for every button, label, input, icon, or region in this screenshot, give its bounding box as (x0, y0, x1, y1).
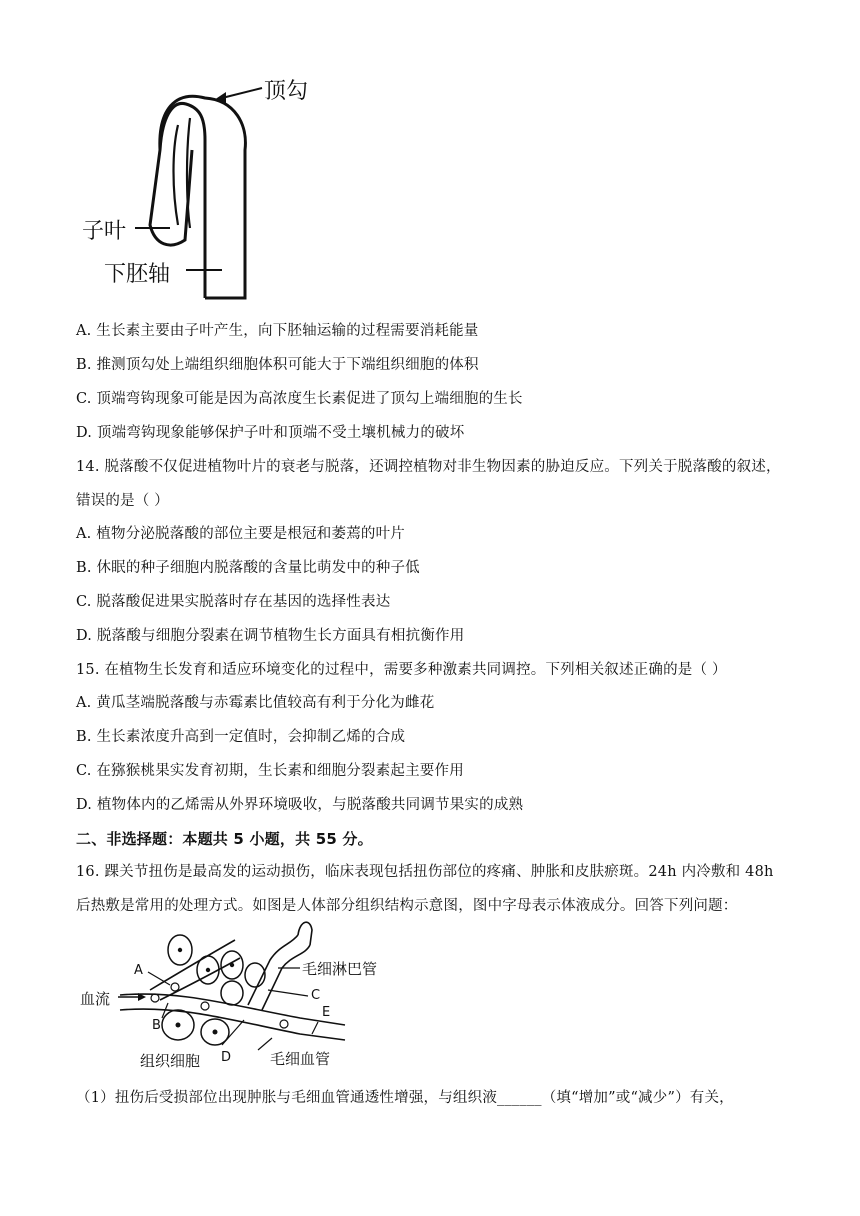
label-lymph-capillary: 毛细淋巴管 (302, 960, 378, 978)
q16-stem-line1: 16. 踝关节扭伤是最高发的运动损伤，临床表现包括扭伤部位的疼痛、肿胀和皮肤瘀斑。24h 内冷敷和 48h (76, 864, 774, 880)
label-a: A (134, 963, 143, 978)
label-capillary: 毛细血管 (270, 1050, 331, 1068)
q13-option-b: B. 推测顶勾处上端组织细胞体积可能大于下端组织细胞的体积 (76, 357, 479, 373)
q14-option-d: D. 脱落酸与细胞分裂素在调节植物生长方面具有相抗衡作用 (76, 628, 465, 644)
q16-subquestion-1: （1）扭伤后受损部位出现肿胀与毛细血管通透性增强，与组织液______（填“增加”或“减少”）有关， (76, 1090, 734, 1106)
q14-stem-line1: 14. 脱落酸不仅促进植物叶片的衰老与脱落，还调控植物对非生物因素的胁迫反应。下列关于脱落酸的叙述， (76, 459, 781, 475)
label-b: B (152, 1018, 161, 1033)
q15-option-b: B. 生长素浓度升高到一定值时，会抑制乙烯的合成 (76, 729, 406, 745)
label-c: C (311, 988, 321, 1003)
section-heading: 二、非选择题：本题共 5 小题，共 55 分。 (76, 830, 373, 848)
q14-stem-line2: 错误的是（ ） (76, 493, 170, 509)
label-blood-flow: 血流 (80, 990, 111, 1008)
q15-option-c: C. 在猕猴桃果实发育初期，生长素和细胞分裂素起主要作用 (76, 763, 464, 779)
q13-option-a: A. 生长素主要由子叶产生，向下胚轴运输的过程需要消耗能量 (76, 323, 479, 339)
q15-option-a: A. 黄瓜茎端脱落酸与赤霉素比值较高有利于分化为雌花 (76, 695, 435, 711)
q15-stem: 15. 在植物生长发育和适应环境变化的过程中，需要多种激素共同调控。下列相关叙述正确的是（ ） (76, 662, 727, 678)
label-apical-hook: 顶勾 (264, 79, 309, 104)
label-tissue-cell: 组织细胞 (140, 1052, 201, 1070)
label-cotyledon: 子叶 (82, 219, 127, 244)
label-e: E (322, 1005, 331, 1020)
q14-option-b: B. 休眠的种子细胞内脱落酸的含量比萌发中的种子低 (76, 560, 420, 576)
q13-option-c: C. 顶端弯钩现象可能是因为高浓度生长素促进了顶勾上端细胞的生长 (76, 391, 523, 407)
q14-option-a: A. 植物分泌脱落酸的部位主要是根冠和萎蔫的叶片 (76, 526, 405, 542)
q15-option-d: D. 植物体内的乙烯需从外界环境吸收，与脱落酸共同调节果实的成熟 (76, 797, 524, 813)
q14-option-c: C. 脱落酸促进果实脱落时存在基因的选择性表达 (76, 594, 391, 610)
label-hypocotyl: 下胚轴 (104, 262, 171, 287)
q16-stem-line2: 后热敷是常用的处理方式。如图是人体部分组织结构示意图，图中字母表示体液成分。回答下列问题： (76, 898, 738, 914)
q13-option-d: D. 顶端弯钩现象能够保护子叶和顶端不受土壤机械力的破坏 (76, 425, 465, 441)
label-d: D (221, 1050, 232, 1065)
